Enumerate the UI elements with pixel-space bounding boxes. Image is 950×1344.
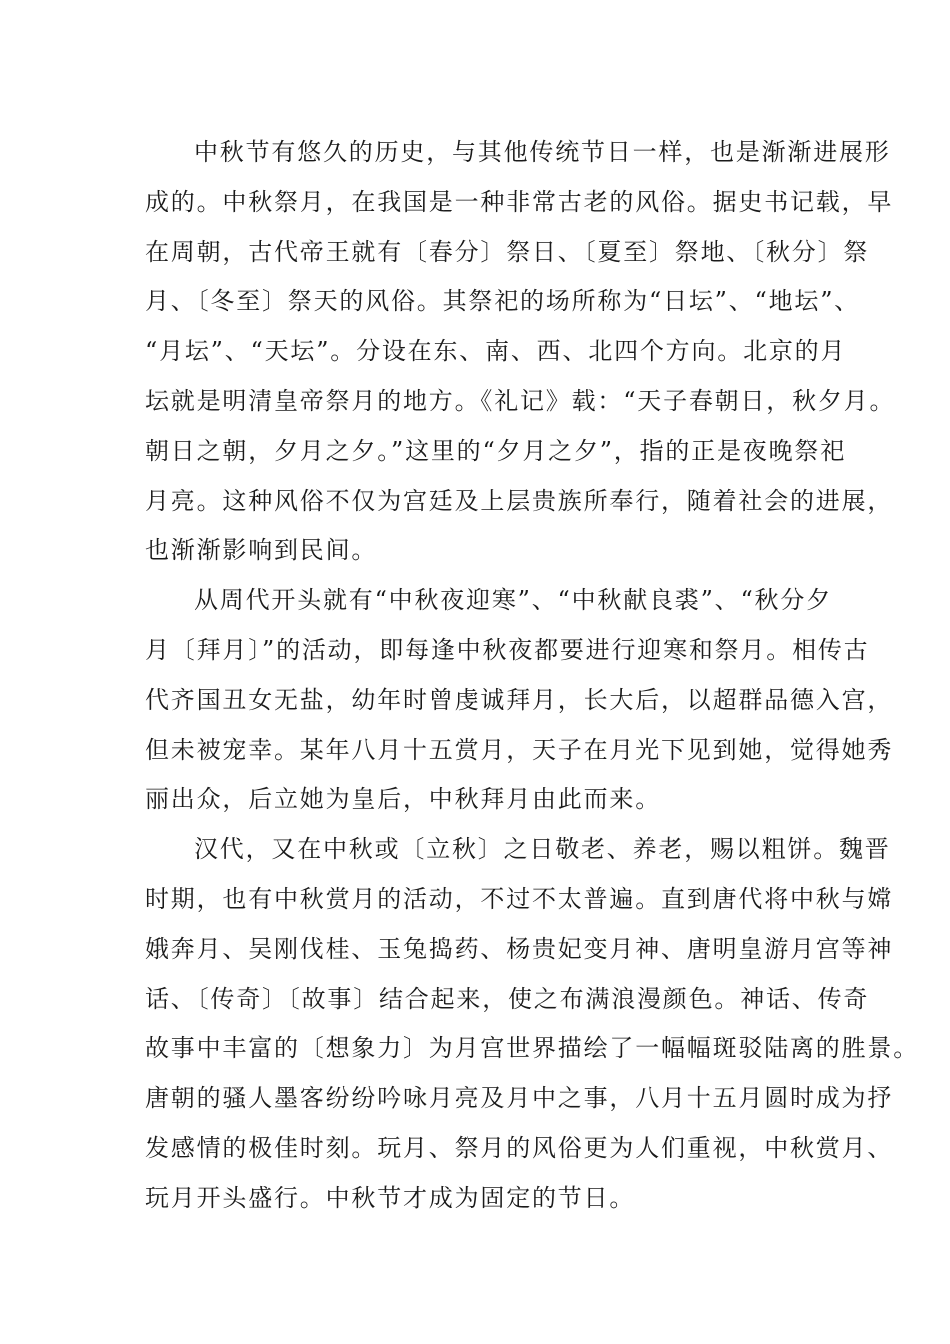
text-line: 发感情的极佳时刻。玩月、祭月的风俗更为人们重视，中秋赏月、	[145, 1133, 894, 1162]
text-line: 玩月开头盛行。中秋节才成为固定的节日。	[145, 1183, 636, 1212]
paragraph-3	[145, 825, 919, 1223]
text-line: 也渐渐影响到民间。	[145, 536, 378, 565]
text-line: 朝日之朝，夕月之夕。”这里的“夕月之夕”，指的正是夜晚祭祀	[145, 436, 847, 465]
text-line: 成的。中秋祭月，在我国是一种非常古老的风俗。据史书记载，早	[145, 187, 894, 216]
text-line: 但未被宠幸。某年八月十五赏月，天子在月光下见到她，觉得她秀	[145, 735, 894, 764]
text-line: 月〔拜月〕”的活动，即每逢中秋夜都要进行迎寒和祭月。相传古	[145, 635, 870, 664]
text-line: 中秋节有悠久的历史，与其他传统节日一样，也是渐渐进展形	[194, 138, 891, 166]
text-line: 娥奔月、吴刚伐桂、玉兔捣药、杨贵妃变月神、唐明皇游月宫等神	[145, 934, 894, 963]
text-line: 唐朝的骚人墨客纷纷吟咏月亮及月中之事，八月十五月圆时成为抒	[145, 1084, 894, 1113]
text-line: 汉代，又在中秋或〔立秋〕之日敬老、养老，赐以粗饼。魏晋	[194, 835, 891, 864]
body-text	[145, 128, 919, 1224]
text-line: 月亮。这种风俗不仅为宫廷及上层贵族所奉行，随着社会的进展，	[145, 486, 894, 515]
text-line: 代齐国丑女无盐，幼年时曾虔诚拜月，长大后，以超群品德入宫，	[145, 685, 894, 714]
text-line: 时期，也有中秋赏月的活动，不过不太普遍。直到唐代将中秋与嫦	[145, 884, 894, 913]
paragraph-2	[145, 576, 894, 825]
text-line: 坛就是明清皇帝祭月的地方。《礼记》载：“天子春朝日，秋夕月。	[145, 386, 896, 415]
paragraph-1	[145, 128, 896, 576]
text-line: 从周代开头就有“中秋夜迎寒”、“中秋献良裘”、“秋分夕	[194, 586, 832, 615]
text-line: “月坛”、“天坛”。分设在东、南、西、北四个方向。北京的月	[145, 337, 847, 366]
text-line: 月、〔冬至〕祭天的风俗。其祭祀的场所称为“日坛”、“地坛”、	[145, 287, 861, 316]
text-line: 在周朝，古代帝王就有〔春分〕祭日、〔夏至〕祭地、〔秋分〕祭	[145, 237, 870, 266]
text-line: 丽出众，后立她为皇后，中秋拜月由此而来。	[145, 785, 661, 814]
text-line: 故事中丰富的〔想象力〕为月宫世界描绘了一幅幅斑驳陆离的胜景。	[145, 1034, 919, 1063]
text-line: 话、〔传奇〕〔故事〕结合起来，使之布满浪漫颜色。神话、传奇	[145, 984, 870, 1013]
